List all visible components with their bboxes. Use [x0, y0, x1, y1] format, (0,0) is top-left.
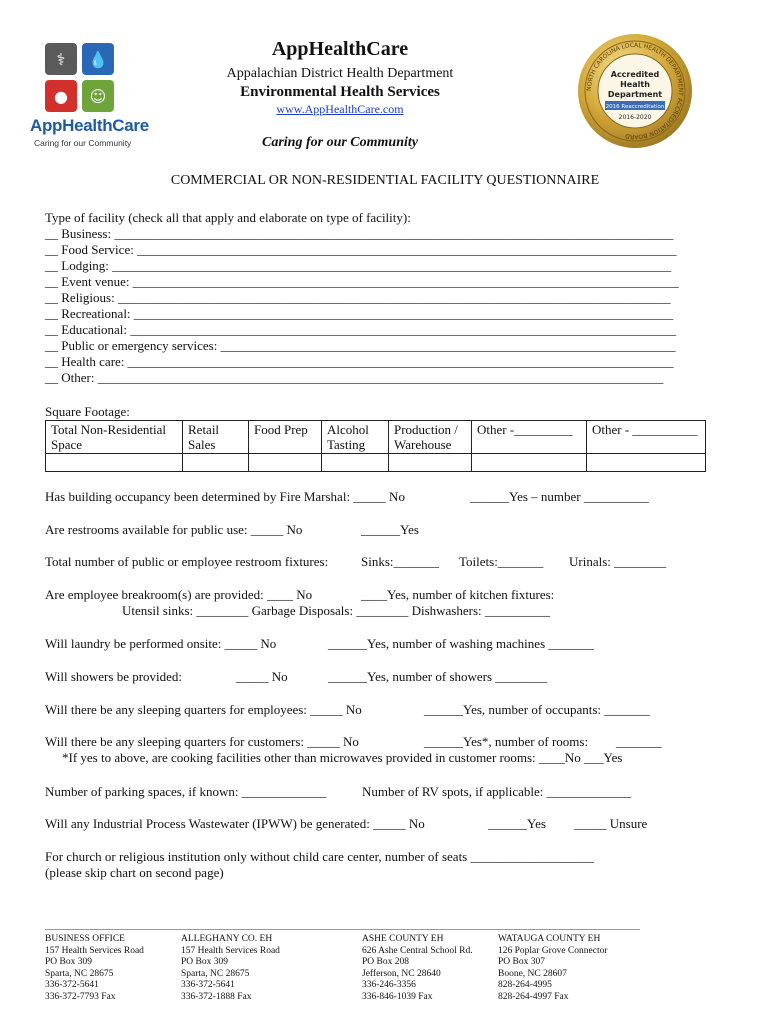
q-ipww-yes[interactable]: ______Yes [488, 816, 546, 831]
q-restrooms[interactable]: Are restrooms available for public use: _____ No [45, 522, 303, 537]
office-city: Sparta, NC 28675 [181, 968, 250, 979]
office-phone: 336-246-3356 [362, 980, 416, 990]
office-fax: 828-264-4997 Fax [498, 991, 569, 1002]
office-po-box: PO Box 309 [181, 957, 228, 967]
input-cell-retail[interactable] [183, 454, 249, 472]
square-footage-label: Square Footage: [45, 404, 130, 419]
q-showers-yes[interactable]: ______Yes, number of showers ________ [328, 669, 548, 684]
office-fax: 336-372-7793 Fax [45, 991, 116, 1002]
footer-office-watauga [498, 934, 608, 1003]
facility-type-health-care[interactable]: __ Health care: ____________________________________________________________________________________ [45, 354, 674, 369]
seal-bottom: 2016-2020 [618, 114, 652, 121]
q-occupancy-yes[interactable]: ______Yes – number __________ [470, 489, 649, 504]
input-cell-other-1[interactable] [472, 454, 587, 472]
header-other-2: Other - __________ [587, 421, 706, 454]
page-title: AppHealthCare [271, 38, 409, 60]
header-production-warehouse: Production / Warehouse [389, 421, 472, 454]
q-rv-spots[interactable]: Number of RV spots, if applicable: _____________ [362, 784, 632, 799]
seal-line-2: Health [620, 80, 650, 89]
facility-type-educational[interactable]: __ Educational: ____________________________________________________________________________________ [45, 322, 677, 337]
q-fixtures-toilets[interactable]: Toilets:_______ [459, 554, 544, 569]
q-showers-no[interactable]: _____ No [236, 669, 288, 684]
office-fax: 336-846-1039 Fax [362, 991, 433, 1002]
q-parking[interactable]: Number of parking spaces, if known: _____________ [45, 784, 327, 799]
header-retail-sales: Retail Sales [183, 421, 249, 454]
facility-type-food-service[interactable]: __ Food Service: ___________________________________________________________________________________ [45, 242, 677, 257]
department-name: Appalachian District Health Department [226, 66, 454, 81]
footer-office-business [45, 934, 144, 1003]
input-cell-alcohol[interactable] [322, 454, 389, 472]
office-city: Boone, NC 28607 [498, 968, 567, 979]
table-header-row [46, 421, 706, 454]
tagline: Caring for our Community [262, 135, 418, 150]
family-icon: ☺ [82, 80, 114, 112]
input-cell-production[interactable] [389, 454, 472, 472]
water-faucet-icon: 💧 [82, 43, 114, 75]
facility-type-intro: Type of facility (check all that apply and elaborate on type of facility): [45, 210, 411, 225]
footer-office-alleghany [181, 934, 280, 1003]
stethoscope-icon: ⚕ [45, 43, 77, 75]
q-fixtures-urinals[interactable]: Urinals: ________ [569, 554, 667, 569]
division-name: Environmental Health Services [240, 84, 440, 100]
q-ipww[interactable]: Will any Industrial Process Wastewater (IPWW) be generated: _____ No [45, 816, 425, 831]
logo-tagline: Caring for our Community [34, 138, 132, 148]
footer-office-ashe [362, 934, 473, 1003]
office-fax: 336-372-1888 Fax [181, 991, 252, 1002]
footer-divider [45, 929, 640, 930]
input-cell-other-2[interactable] [587, 454, 706, 472]
q-sleeping-customers[interactable]: Will there be any sleeping quarters for customers: _____ No [45, 734, 359, 749]
q-showers: Will showers be provided: [45, 669, 183, 684]
q-church-note: (please skip chart on second page) [45, 865, 224, 880]
header-alcohol-tasting: Alcohol Tasting [322, 421, 389, 454]
apple-icon: ● [45, 80, 77, 112]
facility-type-business[interactable]: __ Business: ______________________________________________________________________________________ [45, 226, 674, 241]
q-sleeping-customers-rooms[interactable]: _______ [616, 734, 662, 749]
seal-ring-text: NORTH CAROLINA LOCAL HEALTH DEPARTMENT ACCREDITATION BOARD [585, 41, 685, 141]
office-address: 126 Poplar Grove Connector [498, 945, 608, 956]
office-po-box: PO Box 307 [498, 957, 545, 967]
q-sleeping-customers-yes[interactable]: ______Yes*, number of rooms: [424, 734, 589, 749]
office-phone: 336-372-5641 [181, 980, 235, 990]
facility-type-lodging[interactable]: __ Lodging: ______________________________________________________________________________________ [45, 258, 672, 273]
header-other-1: Other -_________ [472, 421, 587, 454]
office-name: ALLEGHANY CO. EH [181, 934, 273, 944]
q-fixtures-sinks[interactable]: Sinks:_______ [361, 554, 440, 569]
seal-line-3: Department [607, 90, 663, 99]
q-laundry[interactable]: Will laundry be performed onsite: _____ No [45, 636, 277, 651]
facility-type-recreational[interactable]: __ Recreational: ___________________________________________________________________________________ [45, 306, 674, 321]
input-cell-food-prep[interactable] [249, 454, 322, 472]
office-address: 626 Ashe Central School Rd. [362, 945, 473, 956]
logo-wordmark: AppHealthCare [30, 116, 149, 135]
square-footage-table [45, 420, 706, 472]
header-food-prep: Food Prep [249, 421, 322, 454]
office-phone: 828-264-4995 [498, 980, 552, 990]
office-city: Sparta, NC 28675 [45, 968, 114, 979]
q-fixtures: Total number of public or employee restroom fixtures: [45, 554, 329, 569]
q-church-seats[interactable]: For church or religious institution only without child care center, number of seats ___________________ [45, 849, 594, 864]
q-occupancy[interactable]: Has building occupancy been determined by Fire Marshal: _____ No [45, 489, 405, 504]
table-row [46, 454, 706, 472]
q-restrooms-yes[interactable]: ______Yes [361, 522, 419, 537]
q-sleeping-employees[interactable]: Will there be any sleeping quarters for employees: _____ No [45, 702, 362, 717]
office-name: BUSINESS OFFICE [45, 934, 125, 944]
facility-type-public-services[interactable]: __ Public or emergency services: ______________________________________________________________________ [45, 338, 676, 353]
q-breakroom-fixtures[interactable]: Utensil sinks: ________ Garbage Disposals: ________ Dishwashers: __________ [122, 603, 550, 618]
office-city: Jefferson, NC 28640 [362, 968, 441, 979]
office-name: ASHE COUNTY EH [362, 934, 444, 944]
q-sleeping-employees-yes[interactable]: ______Yes, number of occupants: _______ [424, 702, 650, 717]
office-po-box: PO Box 309 [45, 957, 92, 967]
facility-type-other[interactable]: __ Other: _______________________________________________________________________________________ [45, 370, 664, 385]
accreditation-seal-icon [577, 33, 693, 149]
q-breakroom[interactable]: Are employee breakroom(s) are provided: ____ No [45, 587, 313, 602]
office-name: WATAUGA COUNTY EH [498, 934, 601, 944]
header-total-non-residential: Total Non-Residential Space [46, 421, 183, 454]
form-title: COMMERCIAL OR NON-RESIDENTIAL FACILITY QUESTIONNAIRE [170, 173, 600, 188]
seal-ribbon: 2016 Reaccreditation [605, 104, 665, 110]
q-ipww-unsure[interactable]: _____ Unsure [574, 816, 648, 831]
website-link[interactable]: www.AppHealthCare.com [276, 102, 404, 116]
q-laundry-yes[interactable]: ______Yes, number of washing machines _______ [328, 636, 594, 651]
seal-line-1: Accredited [610, 70, 660, 79]
office-po-box: PO Box 208 [362, 957, 409, 967]
office-phone: 336-372-5641 [45, 980, 99, 990]
facility-type-religious[interactable]: __ Religious: _____________________________________________________________________________________ [45, 290, 671, 305]
q-breakroom-yes[interactable]: ____Yes, number of kitchen fixtures: [361, 587, 555, 602]
facility-type-event-venue[interactable]: __ Event venue: ____________________________________________________________________________________ [45, 274, 679, 289]
office-address: 157 Health Services Road [181, 945, 280, 956]
office-address: 157 Health Services Road [45, 945, 144, 956]
input-cell-total[interactable] [46, 454, 183, 472]
q-cooking-note[interactable]: *If yes to above, are cooking facilities other than microwaves provided in customer rooms: ____No ___Yes [62, 750, 623, 765]
